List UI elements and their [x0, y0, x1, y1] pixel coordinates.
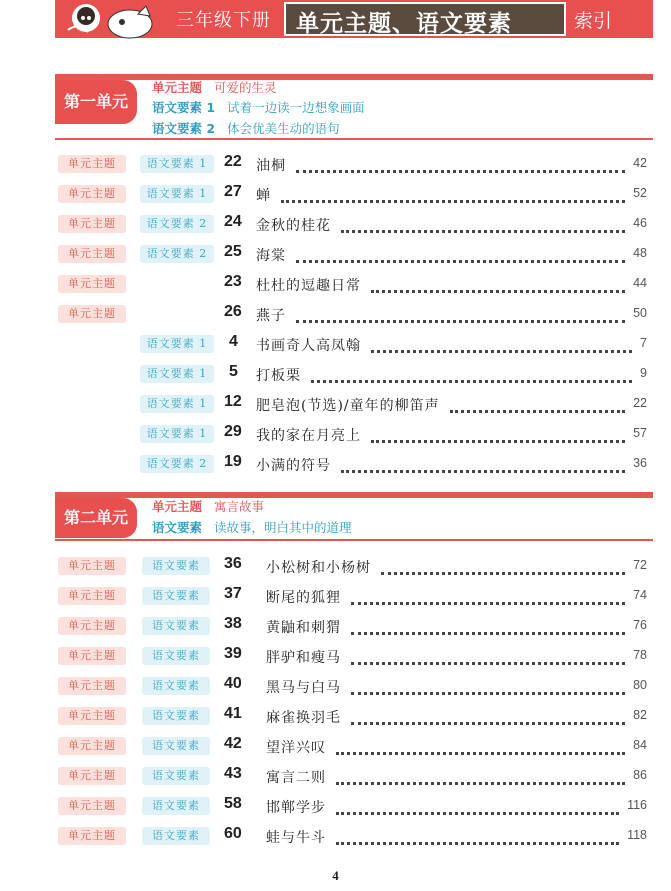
- unit-theme-tag: 单元主题: [58, 275, 126, 293]
- lesson-number: 22: [224, 153, 242, 170]
- mascot-illustration: [58, 0, 168, 42]
- lesson-number: 58: [224, 795, 242, 812]
- unit-theme-tag: 单元主题: [58, 185, 126, 203]
- lesson-row: [0, 392, 671, 416]
- unit1-theme-label: 单元主题: [152, 80, 203, 95]
- unit1-element1-label: 语文要素 1: [152, 100, 216, 115]
- leader-dots: [336, 828, 619, 845]
- unit2-theme-value: 寓言故事: [214, 499, 265, 514]
- leader-dots: [381, 558, 625, 575]
- lesson-row: [0, 824, 671, 848]
- lesson-row: [0, 332, 671, 356]
- page-ref: 50: [633, 306, 647, 320]
- page-ref: 78: [633, 648, 647, 662]
- unit-theme-tag: 单元主题: [58, 797, 126, 815]
- chinese-element-tag: 语文要素: [142, 647, 210, 665]
- leader-dots: [296, 306, 625, 323]
- leader-dots: [351, 678, 625, 695]
- lesson-number: 26: [224, 303, 242, 320]
- unit2-name: 第二单元: [63, 508, 128, 527]
- unit1-element2-line: [152, 119, 340, 137]
- lesson-title[interactable]: 望洋兴叹: [266, 740, 326, 756]
- chinese-element-tag: 语文要素 1: [140, 335, 214, 353]
- unit-theme-tag: 单元主题: [58, 767, 126, 785]
- lesson-title[interactable]: 蝉: [256, 188, 271, 204]
- unit-theme-tag: 单元主题: [58, 707, 126, 725]
- unit-theme-tag: 单元主题: [58, 155, 126, 173]
- unit-theme-tag: 单元主题: [58, 737, 126, 755]
- page-ref: 7: [640, 336, 647, 350]
- unit-theme-tag: 单元主题: [58, 215, 126, 233]
- lesson-title[interactable]: 小松树和小杨树: [266, 560, 371, 576]
- lesson-title[interactable]: 麻雀换羽毛: [266, 710, 341, 726]
- leader-dots: [351, 708, 625, 725]
- page-ref: 52: [633, 186, 647, 200]
- chinese-element-tag: 语文要素: [142, 617, 210, 635]
- lesson-title[interactable]: 黄鼬和刺猬: [266, 620, 341, 636]
- unit2-element-label: 语文要素: [152, 520, 203, 535]
- chinese-element-tag: 语文要素: [142, 797, 210, 815]
- lesson-number: 60: [224, 825, 242, 842]
- unit1-badge: [55, 80, 137, 124]
- lesson-title[interactable]: 海棠: [256, 248, 286, 264]
- lesson-row: [0, 704, 671, 728]
- lesson-title[interactable]: 书画奇人高凤翰: [256, 338, 361, 354]
- chinese-element-tag: 语文要素 1: [140, 395, 214, 413]
- chinese-element-tag: 语文要素: [142, 557, 210, 575]
- lesson-row: [0, 452, 671, 476]
- unit-theme-tag: 单元主题: [58, 827, 126, 845]
- unit-theme-tag: 单元主题: [58, 647, 126, 665]
- page-ref: 76: [633, 618, 647, 632]
- lesson-number: 29: [224, 423, 242, 440]
- lesson-row: [0, 152, 671, 176]
- lesson-row: [0, 242, 671, 266]
- chinese-element-tag: 语文要素 2: [140, 455, 214, 473]
- leader-dots: [351, 618, 625, 635]
- chinese-element-tag: 语文要素: [142, 587, 210, 605]
- unit1-element2-label: 语文要素 2: [152, 121, 216, 136]
- leader-dots: [371, 336, 632, 353]
- lesson-title[interactable]: 小满的符号: [256, 458, 331, 474]
- lesson-number: 40: [224, 675, 242, 692]
- leader-dots: [296, 156, 625, 173]
- chinese-element-tag: 语文要素: [142, 707, 210, 725]
- lesson-row: [0, 584, 671, 608]
- lesson-title[interactable]: 肥皂泡(节选)/童年的柳笛声: [256, 398, 440, 414]
- page-ref: 36: [633, 456, 647, 470]
- lesson-row: [0, 422, 671, 446]
- lesson-title[interactable]: 寓言二则: [266, 770, 326, 786]
- lesson-number: 25: [224, 243, 242, 260]
- leader-dots: [281, 186, 625, 203]
- lesson-title[interactable]: 金秋的桂花: [256, 218, 331, 234]
- page-ref: 72: [633, 558, 647, 572]
- lesson-number: 36: [224, 555, 242, 572]
- lesson-title[interactable]: 燕子: [256, 308, 286, 324]
- unit2-theme-line: [152, 497, 264, 515]
- index-label: 索引: [574, 10, 613, 32]
- lesson-title[interactable]: 杜杜的逗趣日常: [256, 278, 361, 294]
- chinese-element-tag: 语文要素 1: [140, 425, 214, 443]
- chinese-element-tag: 语文要素: [142, 677, 210, 695]
- page-ref: 57: [633, 426, 647, 440]
- lesson-row: [0, 614, 671, 638]
- leader-dots: [450, 396, 625, 413]
- lesson-number: 24: [224, 213, 242, 230]
- unit2-badge: [55, 498, 137, 538]
- page-ref: 82: [633, 708, 647, 722]
- lesson-row: [0, 764, 671, 788]
- lesson-number: 4: [229, 333, 238, 350]
- chinese-element-tag: 语文要素 2: [140, 245, 214, 263]
- unit2-element-line: [152, 518, 352, 536]
- leader-dots: [311, 366, 632, 383]
- lesson-number: 23: [224, 273, 242, 290]
- leader-dots: [351, 588, 625, 605]
- leader-dots: [371, 276, 625, 293]
- leader-dots: [341, 456, 625, 473]
- page-title: 单元主题、语文要素: [296, 11, 512, 37]
- lesson-number: 12: [224, 393, 242, 410]
- lesson-row: [0, 734, 671, 758]
- page-ref: 42: [633, 156, 647, 170]
- page-ref: 86: [633, 768, 647, 782]
- leader-dots: [351, 648, 625, 665]
- lesson-title[interactable]: 断尾的狐狸: [266, 590, 341, 606]
- lesson-number: 19: [224, 453, 242, 470]
- lesson-row: [0, 302, 671, 326]
- unit1-theme-value: 可爱的生灵: [214, 80, 277, 95]
- leader-dots: [336, 768, 625, 785]
- leader-dots: [296, 246, 625, 263]
- lesson-number: 38: [224, 615, 242, 632]
- leader-dots: [371, 426, 625, 443]
- lesson-row: [0, 794, 671, 818]
- page-ref: 116: [627, 798, 647, 812]
- chinese-element-tag: 语文要素: [142, 827, 210, 845]
- page-ref: 48: [633, 246, 647, 260]
- lesson-number: 27: [224, 183, 242, 200]
- unit1-top-rule: [55, 74, 653, 80]
- unit1-name: 第一单元: [63, 92, 128, 111]
- unit1-element1-value: 试着一边读一边想象画面: [227, 100, 365, 115]
- unit1-element2-value: 体会优美生动的语句: [227, 121, 340, 136]
- lesson-row: [0, 674, 671, 698]
- unit2-theme-label: 单元主题: [152, 499, 203, 514]
- page-ref: 118: [627, 828, 647, 842]
- unit-theme-tag: 单元主题: [58, 587, 126, 605]
- lesson-row: [0, 362, 671, 386]
- chinese-element-tag: 语文要素 1: [140, 185, 214, 203]
- lesson-row: [0, 182, 671, 206]
- unit1-element1-line: [152, 98, 365, 116]
- chinese-element-tag: 语文要素: [142, 767, 210, 785]
- lesson-title[interactable]: 邯郸学步: [266, 800, 326, 816]
- unit-theme-tag: 单元主题: [58, 245, 126, 263]
- lesson-number: 41: [224, 705, 242, 722]
- page-ref: 9: [640, 366, 647, 380]
- unit-theme-tag: 单元主题: [58, 617, 126, 635]
- lesson-number: 39: [224, 645, 242, 662]
- lesson-number: 37: [224, 585, 242, 602]
- unit2-element-value: 读故事，明白其中的道理: [214, 520, 352, 535]
- leader-dots: [336, 738, 625, 755]
- lesson-row: [0, 212, 671, 236]
- lesson-title[interactable]: 打板栗: [256, 368, 301, 384]
- unit-theme-tag: 单元主题: [58, 677, 126, 695]
- unit-theme-tag: 单元主题: [58, 557, 126, 575]
- page-ref: 46: [633, 216, 647, 230]
- grade-label: 三年级下册: [176, 10, 271, 31]
- lesson-title[interactable]: 蛙与牛斗: [266, 830, 326, 846]
- chinese-element-tag: 语文要素 1: [140, 155, 214, 173]
- lesson-row: [0, 644, 671, 668]
- lesson-number: 43: [224, 765, 242, 782]
- lesson-title[interactable]: 黑马与白马: [266, 680, 341, 696]
- lesson-title[interactable]: 油桐: [256, 158, 286, 174]
- unit-theme-tag: 单元主题: [58, 305, 126, 323]
- page-ref: 84: [633, 738, 647, 752]
- page-number: 4: [332, 868, 339, 883]
- lesson-row: [0, 554, 671, 578]
- chinese-element-tag: 语文要素: [142, 737, 210, 755]
- unit1-bottom-rule: [55, 138, 653, 140]
- lesson-title[interactable]: 胖驴和瘦马: [266, 650, 341, 666]
- unit1-theme-line: [152, 78, 277, 96]
- page-ref: 74: [633, 588, 647, 602]
- lesson-row: [0, 272, 671, 296]
- page-ref: 44: [633, 276, 647, 290]
- leader-dots: [336, 798, 619, 815]
- lesson-number: 5: [229, 363, 238, 380]
- page-ref: 80: [633, 678, 647, 692]
- page-ref: 22: [633, 396, 647, 410]
- lesson-number: 42: [224, 735, 242, 752]
- chinese-element-tag: 语文要素 2: [140, 215, 214, 233]
- unit2-top-rule: [55, 492, 653, 498]
- unit2-bottom-rule: [55, 539, 653, 541]
- lesson-title[interactable]: 我的家在月亮上: [256, 428, 361, 444]
- chinese-element-tag: 语文要素 1: [140, 365, 214, 383]
- leader-dots: [341, 216, 625, 233]
